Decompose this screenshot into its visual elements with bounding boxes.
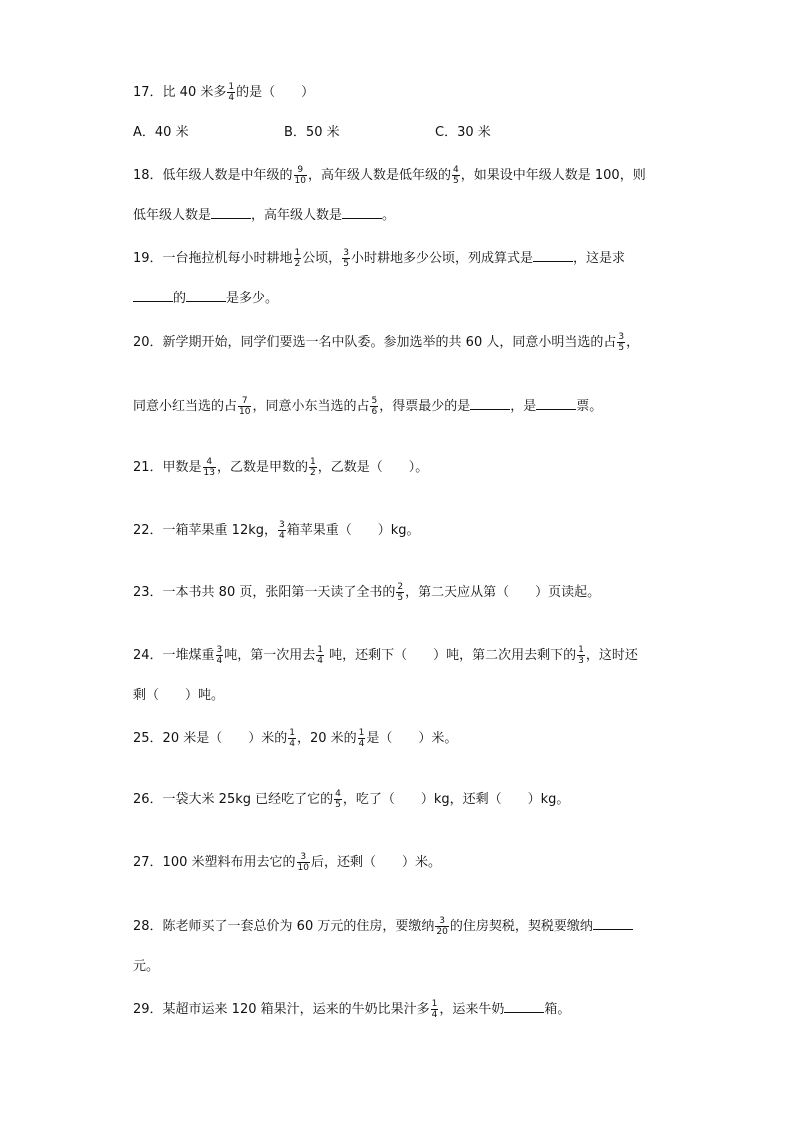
question-text: 箱苹果重（ ）kg。 [286,523,420,538]
answer-blank[interactable] [470,397,510,410]
fraction: $\frac{3}{4}$ [279,520,285,541]
answer-blank[interactable] [504,1000,544,1013]
answer-blank[interactable] [211,206,251,219]
question-text: 28．陈老师买了一套总价为 60 万元的住房，要缴纳 [133,919,435,934]
fraction: $\frac{2}{5}$ [397,582,404,603]
fraction: $\frac{3}{4}$ [216,645,223,666]
question-20 [133,332,639,353]
question-text: ，第二天应从第（ ）页读起。 [405,585,601,600]
question-text: ，是 [510,399,537,414]
fraction: $\frac{4}{13}$ [203,457,215,478]
fraction: $\frac{1}{4}$ [317,645,324,666]
question-19-line2 [133,289,278,309]
question-20-line2 [133,396,602,417]
question-text: ，得票最少的是 [379,399,471,414]
question-text: ，吃了（ ）kg，还剩（ ）kg。 [342,792,570,807]
question-19 [133,248,625,269]
question-text: 25．20 米是（ ）米的 [133,731,288,746]
question-text: 剩（ ）吨。 [133,688,225,703]
question-17 [133,82,314,103]
question-text: ，20 米的 [296,731,357,746]
fraction: $\frac{4}{5}$ [335,789,341,810]
fraction: $\frac{4}{5}$ [453,165,459,186]
fraction: $\frac{1}{3}$ [578,645,584,666]
fraction: $\frac{3}{5}$ [618,332,625,353]
question-18-line2 [133,206,395,226]
question-text: ，乙数是甲数的 [217,460,309,475]
question-text: 的 [173,291,187,306]
option-c: C．30 米 [435,125,491,140]
question-text: ，这是求 [573,251,626,266]
fraction: $\frac{9}{10}$ [294,165,306,186]
question-text: 的是（ ） [236,85,315,100]
question-25 [133,728,457,749]
question-text: ， [626,335,640,350]
fraction: $\frac{1}{4}$ [289,728,295,749]
question-24 [133,645,638,666]
answer-blank[interactable] [342,206,382,219]
fraction: $\frac{5}{6}$ [371,396,378,417]
question-23 [133,582,600,603]
question-text: 24．一堆煤重 [133,648,215,663]
question-text: 是多少。 [226,291,279,306]
answer-blank[interactable] [133,289,173,302]
answer-blank[interactable] [536,397,576,410]
question-text: 小时耕地多少公顷，列成算式是 [351,251,534,266]
question-text: 29．某超市运来 120 箱果汁，运来的牛奶比果汁多 [133,1002,430,1017]
question-text: 公顷， [302,251,342,266]
fraction: $\frac{1}{4}$ [228,82,235,103]
question-17-options [133,123,491,143]
answer-blank[interactable] [186,289,226,302]
question-text: ，这时还 [585,648,638,663]
question-28-line2 [133,957,159,977]
fraction: $\frac{1}{2}$ [310,457,316,478]
question-text: 箱。 [544,1002,571,1017]
question-text: 22．一箱苹果重 12kg， [133,523,277,538]
question-text: 元。 [133,959,160,974]
question-21 [133,457,428,478]
question-29 [133,999,570,1020]
question-27 [133,852,441,873]
question-text: 23．一本书共 80 页，张阳第一天读了全书的 [133,585,396,600]
question-text: 同意小红当选的占 [133,399,238,414]
question-text: 26．一袋大米 25kg 已经吃了它的 [133,792,334,807]
fraction: $\frac{3}{10}$ [297,852,309,873]
question-text: ，运来牛奶 [439,1002,505,1017]
question-text: 20．新学期开始，同学们要选一名中队委。参加选举的共 60 人，同意小明当选的占 [133,335,617,350]
fraction: $\frac{1}{2}$ [294,248,301,269]
question-text: 低年级人数是 [133,208,212,223]
question-text: 的住房契税，契税要缴纳 [449,919,593,934]
question-text: ，高年级人数是低年级的 [308,168,452,183]
question-text: 吨，还剩下（ ）吨，第二次用去剩下的 [325,648,577,663]
fraction: $\frac{1}{4}$ [358,728,365,749]
fraction: $\frac{1}{4}$ [431,999,438,1020]
question-text: ，同意小东当选的占 [252,399,370,414]
option-b: B．50 米 [284,125,340,140]
answer-blank[interactable] [593,917,633,930]
question-text: ，如果设中年级人数是 100，则 [460,168,646,183]
fraction: $\frac{3}{5}$ [343,248,350,269]
question-text: ，乙数是（ ）。 [317,460,429,475]
question-text: 18．低年级人数是中年级的 [133,168,293,183]
question-text: 后，还剩（ ）米。 [310,855,441,870]
question-text: 19．一台拖拉机每小时耕地 [133,251,293,266]
question-26 [133,789,569,810]
question-text: 21．甲数是 [133,460,202,475]
question-text: 是（ ）米。 [366,731,458,746]
fraction: $\frac{3}{20}$ [436,916,448,937]
question-22 [133,520,420,541]
answer-blank[interactable] [533,249,573,262]
question-18 [133,165,646,186]
question-28 [133,916,633,937]
option-a: A．40 米 [133,125,189,140]
question-text: 票。 [576,399,603,414]
question-text: ，高年级人数是 [251,208,343,223]
question-text: 。 [382,208,396,223]
fraction: $\frac{7}{10}$ [239,396,251,417]
question-24-line2 [133,686,224,706]
question-text: 吨，第一次用去 [224,648,316,663]
question-text: 27．100 米塑料布用去它的 [133,855,296,870]
question-text: 17．比 40 米多 [133,85,227,100]
